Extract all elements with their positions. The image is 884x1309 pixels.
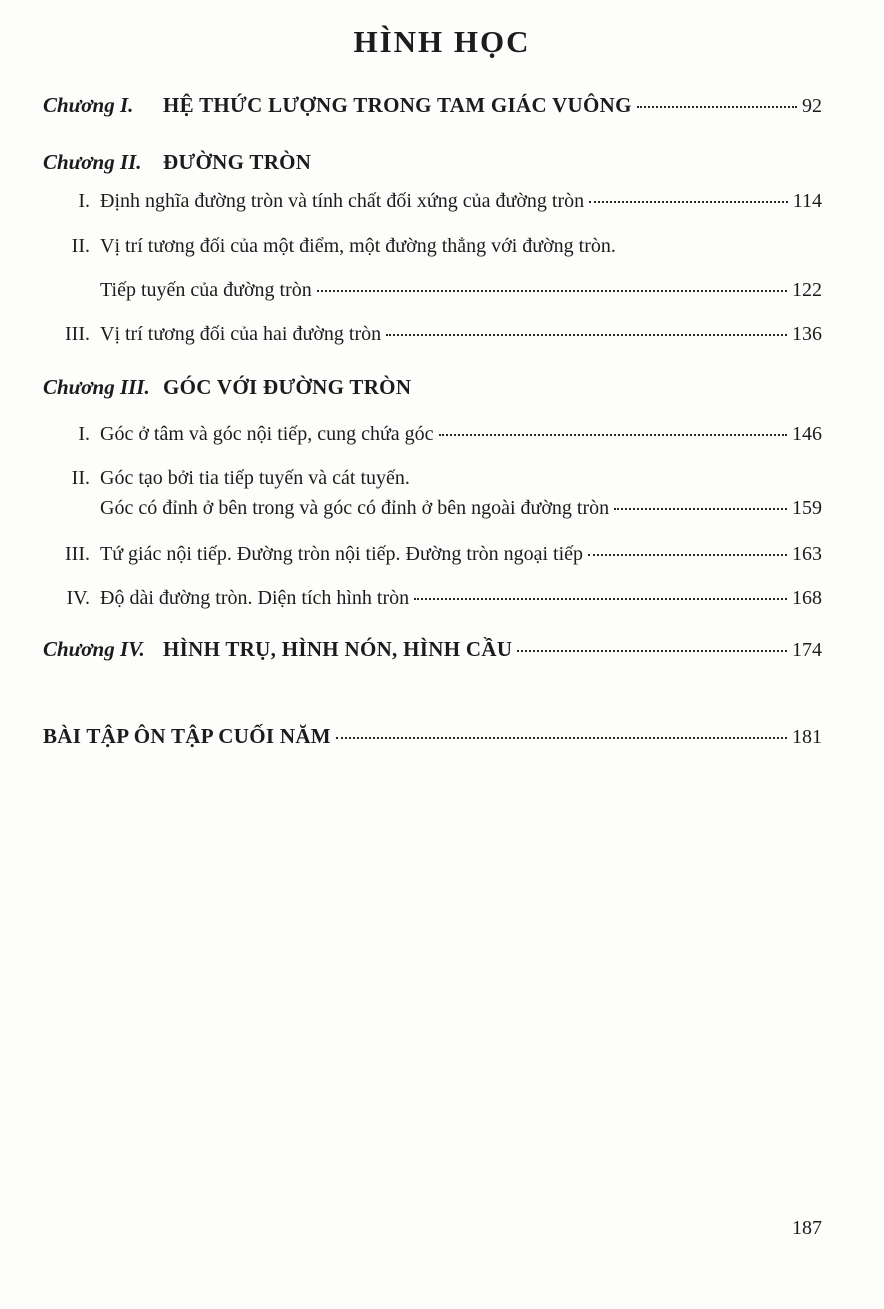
chapter-1-label: Chương I. <box>43 93 134 117</box>
chapter-1-page-ref: 92 <box>802 95 822 117</box>
dot-leader <box>589 201 788 203</box>
chapter-3-title: GÓC VỚI ĐƯỜNG TRÒN <box>163 375 412 399</box>
section-page-ref: 114 <box>792 190 822 212</box>
dot-leader <box>336 737 787 739</box>
toc-entry-section <box>43 188 822 215</box>
chapter-4-page-ref: 174 <box>792 639 822 661</box>
section-text-line1: Góc tạo bởi tia tiếp tuyến và cát tuyến. <box>100 467 410 489</box>
folio-page-number: 187 <box>792 1217 822 1239</box>
section-text-line2: Góc có đỉnh ở bên trong và góc có đỉnh ở bên ngoài đường tròn <box>100 497 610 519</box>
toc-entry-section <box>43 541 822 568</box>
section-page-ref: 136 <box>792 323 822 345</box>
dot-leader <box>386 334 787 336</box>
section-numeral: IV. <box>66 587 90 609</box>
section-text: Độ dài đường tròn. Diện tích hình tròn <box>100 587 410 609</box>
section-numeral: III. <box>65 543 90 565</box>
section-numeral: III. <box>65 323 90 345</box>
dot-leader <box>517 650 787 652</box>
toc-entry-chapter-3 <box>43 374 822 401</box>
final-review-title: BÀI TẬP ÔN TẬP CUỐI NĂM <box>43 724 331 748</box>
section-page-ref: 159 <box>792 497 822 519</box>
section-text: Vị trí tương đối của hai đường tròn <box>100 323 382 345</box>
chapter-3-label: Chương III. <box>43 375 150 399</box>
chapter-4-title: HÌNH TRỤ, HÌNH NÓN, HÌNH CẦU <box>163 637 513 661</box>
toc-entry-final-review <box>43 723 822 751</box>
toc-entry-section <box>43 465 822 492</box>
section-text-line2: Tiếp tuyến của đường tròn <box>100 279 312 301</box>
toc-entry-section <box>43 233 822 260</box>
section-page-ref: 146 <box>792 423 822 445</box>
toc-entry-chapter-1 <box>43 92 822 120</box>
section-page-ref: 163 <box>792 543 822 565</box>
dot-leader <box>614 508 787 510</box>
section-text: Định nghĩa đường tròn và tính chất đối xứng của đường tròn <box>100 190 585 212</box>
document-title: HÌNH HỌC <box>353 24 531 59</box>
section-numeral: I. <box>78 190 90 212</box>
chapter-2-label: Chương II. <box>43 150 142 174</box>
section-text-line1: Vị trí tương đối của một điểm, một đường thẳng với đường tròn. <box>100 235 616 257</box>
final-review-page-ref: 181 <box>792 726 822 748</box>
section-text: Tứ giác nội tiếp. Đường tròn nội tiếp. Đường tròn ngoại tiếp <box>100 543 584 565</box>
toc-entry-section-continuation <box>43 277 822 304</box>
dot-leader <box>414 598 787 600</box>
section-numeral: II. <box>71 235 90 257</box>
dot-leader <box>317 290 787 292</box>
toc-entry-section-continuation <box>43 495 822 522</box>
section-text: Góc ở tâm và góc nội tiếp, cung chứa góc <box>100 423 434 445</box>
chapter-2-title: ĐƯỜNG TRÒN <box>163 150 312 174</box>
section-numeral: II. <box>71 467 90 489</box>
toc-entry-section <box>43 421 822 448</box>
toc-entry-section <box>43 585 822 612</box>
dot-leader <box>637 106 797 108</box>
section-page-ref: 168 <box>792 587 822 609</box>
toc-entry-chapter-4 <box>43 636 822 664</box>
toc-entry-section <box>43 321 822 348</box>
chapter-1-title: HỆ THỨC LƯỢNG TRONG TAM GIÁC VUÔNG <box>163 93 632 117</box>
section-page-ref: 122 <box>792 279 822 301</box>
dot-leader <box>588 554 787 556</box>
chapter-4-label: Chương IV. <box>43 637 145 661</box>
section-numeral: I. <box>78 423 90 445</box>
dot-leader <box>439 434 787 436</box>
toc-entry-chapter-2 <box>43 149 822 176</box>
